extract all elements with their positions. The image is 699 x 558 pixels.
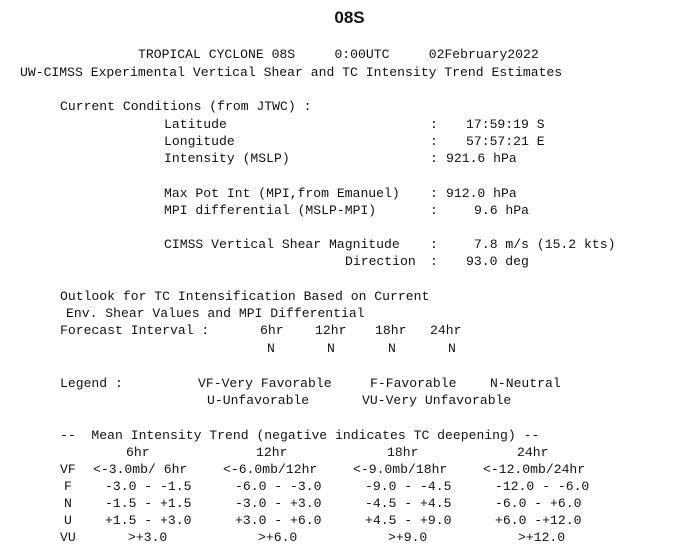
trend-row-label-vu: VU	[60, 530, 76, 545]
forecast-value-12hr: N	[327, 341, 335, 356]
trend-cell: <-3.0mb/ 6hr	[93, 462, 188, 477]
trend-cell: -3.0 - -1.5	[105, 479, 192, 494]
trend-cell: +1.5 - +3.0	[105, 513, 192, 528]
forecast-interval-18hr: 18hr	[375, 323, 407, 338]
colon: :	[430, 254, 438, 269]
trend-cell: -3.0 - +3.0	[235, 496, 322, 511]
shear-magnitude-label: CIMSS Vertical Shear Magnitude	[164, 237, 400, 252]
mpi-differential-value: 9.6 hPa	[474, 203, 530, 218]
legend-f: F-Favorable	[370, 376, 457, 391]
forecast-value-24hr: N	[448, 341, 456, 356]
legend-vf: VF-Very Favorable	[198, 376, 332, 391]
trend-column-12hr: 12hr	[256, 445, 288, 460]
trend-row-label-n: N	[64, 496, 72, 511]
trend-cell: >+12.0	[518, 530, 566, 545]
colon: :	[430, 117, 438, 132]
shear-direction-label: Direction	[345, 254, 416, 269]
trend-cell: -6.0 - +6.0	[495, 496, 582, 511]
trend-row-label-u: U	[64, 513, 72, 528]
trend-heading: -- Mean Intensity Trend (negative indicates TC deepening) --	[60, 428, 540, 443]
trend-cell: <-12.0mb/24hr	[483, 462, 586, 477]
trend-cell: >+9.0	[388, 530, 428, 545]
outlook-line-2: Env. Shear Values and MPI Differential	[66, 306, 365, 321]
colon: :	[430, 203, 438, 218]
forecast-value-6hr: N	[267, 341, 275, 356]
colon: :	[430, 151, 438, 166]
trend-cell: +6.0 -+12.0	[495, 513, 582, 528]
trend-cell: -1.5 - +1.5	[105, 496, 192, 511]
intensity-value: 921.6 hPa	[446, 151, 517, 166]
trend-row-label-vf: VF	[60, 462, 76, 477]
trend-cell: -12.0 - -6.0	[495, 479, 590, 494]
longitude-value: 57:57:21 E	[466, 134, 545, 149]
forecast-value-18hr: N	[388, 341, 396, 356]
forecast-interval-label: Forecast Interval :	[60, 323, 210, 338]
shear-direction-value: 93.0 deg	[466, 254, 529, 269]
legend-u: U-Unfavorable	[207, 393, 310, 408]
trend-cell: +3.0 - +6.0	[235, 513, 322, 528]
trend-cell: <-6.0mb/12hr	[223, 462, 318, 477]
longitude-label: Longitude	[164, 134, 235, 149]
colon: :	[430, 186, 438, 201]
outlook-line-1: Outlook for TC Intensification Based on Current	[60, 289, 430, 304]
legend-n: N-Neutral	[490, 376, 561, 391]
forecast-interval-24hr: 24hr	[430, 323, 462, 338]
report-subtitle: UW-CIMSS Experimental Vertical Shear and TC Intensity Trend Estimates	[20, 65, 563, 80]
trend-row-label-f: F	[64, 479, 72, 494]
intensity-label: Intensity (MSLP)	[164, 151, 290, 166]
forecast-interval-12hr: 12hr	[315, 323, 347, 338]
latitude-value: 17:59:19 S	[466, 117, 545, 132]
trend-cell: -9.0 - -4.5	[365, 479, 452, 494]
mpi-value: 912.0 hPa	[446, 186, 517, 201]
trend-cell: -6.0 - -3.0	[235, 479, 322, 494]
trend-cell: >+3.0	[128, 530, 168, 545]
trend-cell: <-9.0mb/18hr	[353, 462, 448, 477]
latitude-label: Latitude	[164, 117, 227, 132]
trend-column-18hr: 18hr	[387, 445, 419, 460]
page-title: 08S	[334, 8, 365, 27]
legend-vu: VU-Very Unfavorable	[362, 393, 512, 408]
forecast-interval-6hr: 6hr	[260, 323, 284, 338]
mpi-label: Max Pot Int (MPI,from Emanuel)	[164, 186, 400, 201]
colon: :	[430, 237, 438, 252]
trend-column-6hr: 6hr	[126, 445, 150, 460]
colon: :	[430, 134, 438, 149]
trend-cell: -4.5 - +4.5	[365, 496, 452, 511]
report-header: TROPICAL CYCLONE 08S 0:00UTC 02February2022	[138, 47, 539, 62]
mpi-differential-label: MPI differential (MSLP-MPI)	[164, 203, 377, 218]
current-conditions-heading: Current Conditions (from JTWC) :	[60, 99, 312, 114]
shear-magnitude-value: 7.8 m/s (15.2 kts)	[474, 237, 616, 252]
trend-cell: >+6.0	[258, 530, 298, 545]
trend-cell: +4.5 - +9.0	[365, 513, 452, 528]
legend-label: Legend :	[60, 376, 123, 391]
trend-column-24hr: 24hr	[517, 445, 549, 460]
